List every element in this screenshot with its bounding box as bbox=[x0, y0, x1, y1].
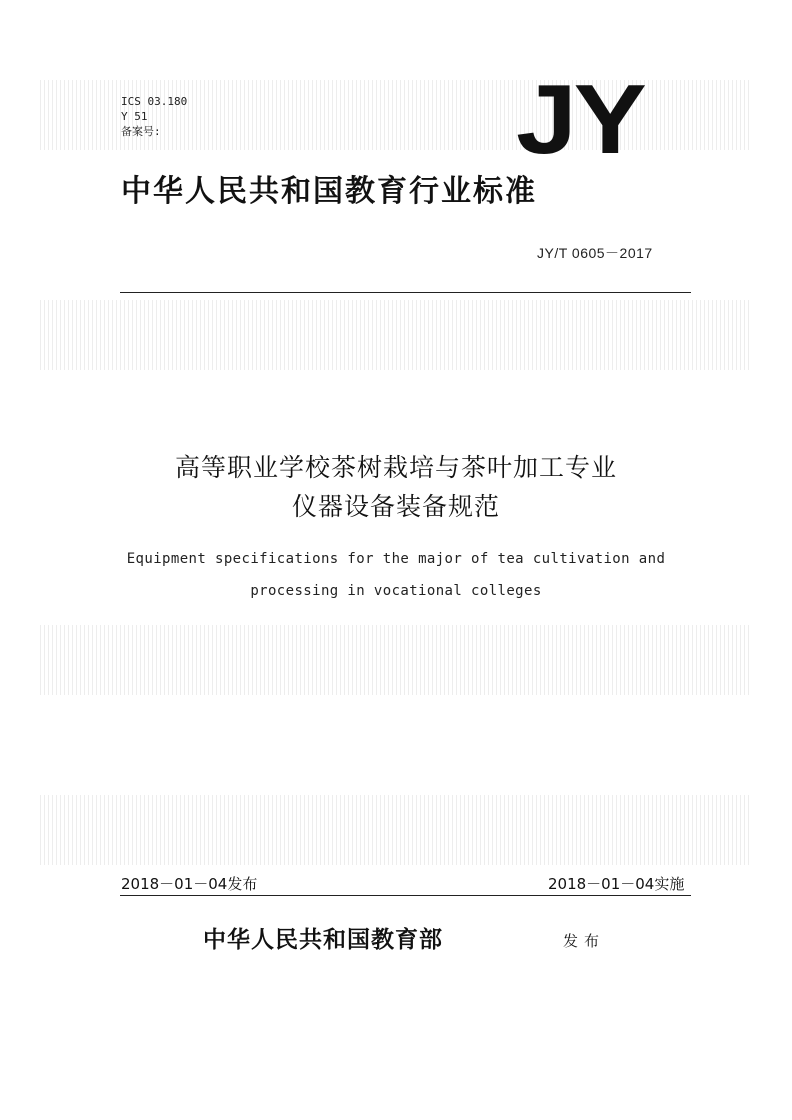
record-number: 备案号: bbox=[121, 125, 161, 138]
english-title-line-2: processing in vocational colleges bbox=[250, 583, 542, 599]
background-texture-lower bbox=[40, 625, 752, 695]
issuing-authority: 中华人民共和国教育部 bbox=[203, 927, 443, 953]
standard-number: JY/T 0605－2017 bbox=[537, 245, 653, 261]
implementation-date: 2018－01－04实施 bbox=[548, 875, 685, 893]
jy-logo: JY bbox=[516, 64, 644, 174]
release-date: 2018－01－04发布 bbox=[121, 875, 258, 893]
english-title-line-1: Equipment specifications for the major of tea cultivation and bbox=[126, 551, 666, 567]
standard-type-title: 中华人民共和国教育行业标准 bbox=[121, 174, 537, 209]
top-divider bbox=[120, 292, 691, 293]
bottom-divider bbox=[120, 895, 691, 896]
ics-code: ICS 03.180 bbox=[121, 95, 188, 108]
document-title-line-1: 高等职业学校茶树栽培与茶叶加工专业 bbox=[174, 453, 617, 482]
issue-label: 发布 bbox=[563, 932, 606, 950]
class-code: Y 51 bbox=[121, 110, 148, 123]
background-texture-mid bbox=[40, 300, 752, 370]
classification-block bbox=[121, 94, 187, 139]
background-texture-bottom bbox=[40, 795, 752, 865]
document-title-line-2: 仪器设备装备规范 bbox=[291, 492, 500, 521]
